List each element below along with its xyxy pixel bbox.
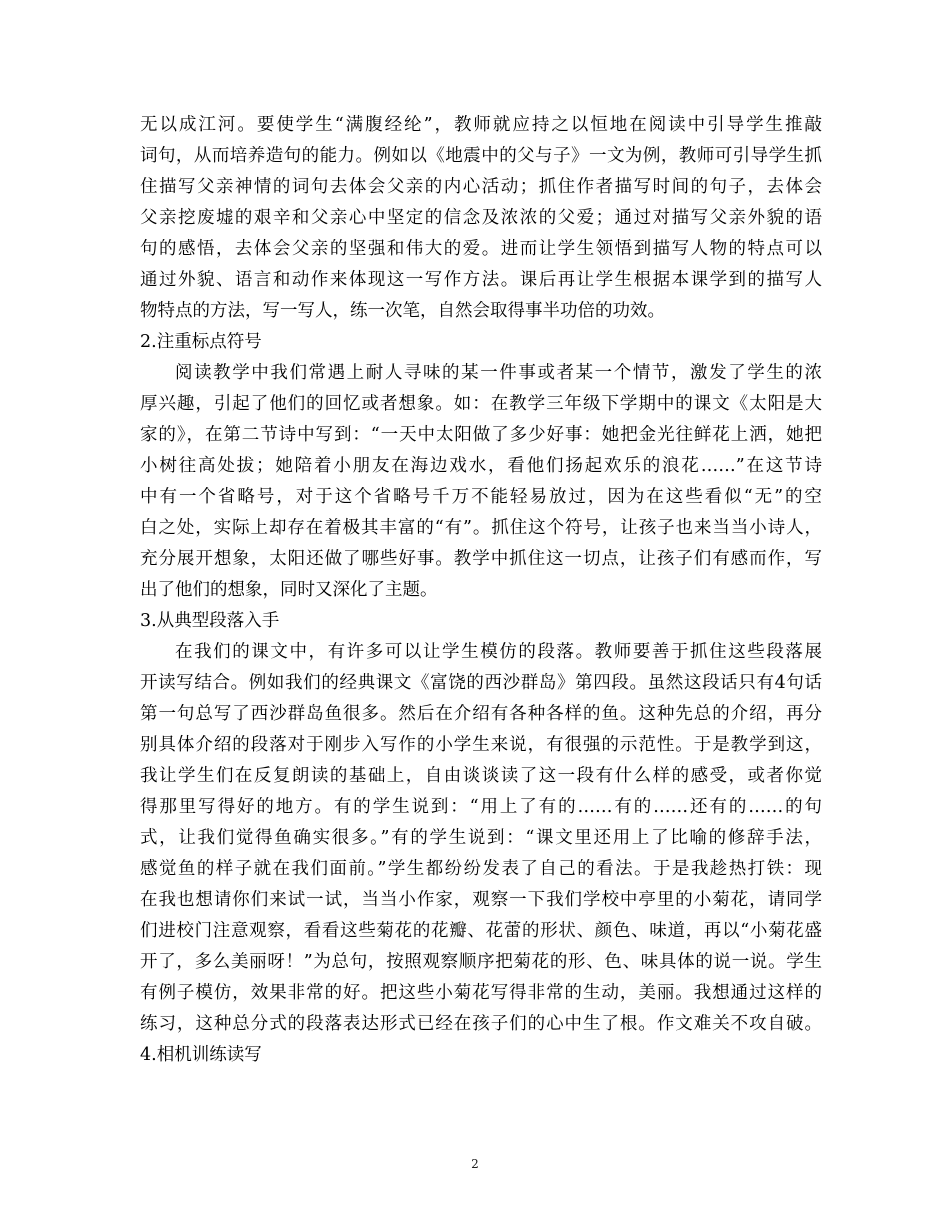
- text-line: 练习，这种总分式的段落表达形式已经在孩子们的心中生了根。作文难关不攻自破。: [140, 1014, 822, 1034]
- text-line: 住描写父亲神情的词句去体会父亲的内心活动；抓住作者描写时间的句子，去体会: [140, 177, 822, 197]
- text-line: 厚兴趣，引起了他们的回忆或者想象。如：在教学三年级下学期中的课文《太阳是大: [140, 394, 822, 414]
- text-line: 阅读教学中我们常遇上耐人寻味的某一件事或者某一个情节，激发了学生的浓: [175, 363, 822, 383]
- text-line: 小树往高处拔；她陪着小朋友在海边戏水，看他们扬起欢乐的浪花……”在这节诗: [140, 456, 822, 476]
- text-line: 白之处，实际上却存在着极其丰富的“有”。抓住这个符号，让孩子也来当当小诗人，: [140, 518, 822, 538]
- page-number: 2: [471, 1157, 479, 1171]
- text-line: 无以成江河。要使学生“满腹经纶”，教师就应持之以恒地在阅读中引导学生推敲: [140, 115, 822, 135]
- text-line: 父亲挖废墟的艰辛和父亲心中坚定的信念及浓浓的父爱；通过对描写父亲外貌的语: [140, 208, 822, 228]
- text-line: 通过外貌、语言和动作来体现这一写作方法。课后再让学生根据本课学到的描写人: [140, 270, 822, 290]
- text-line: 式，让我们觉得鱼确实很多。”有的学生说到：“课文里还用上了比喻的修辞手法，: [140, 828, 822, 848]
- section-heading: 2.注重标点符号: [140, 332, 262, 352]
- text-line: 物特点的方法，写一写人，练一次笔，自然会取得事半功倍的功效。: [140, 301, 665, 321]
- text-line: 中有一个省略号，对于这个省略号千万不能轻易放过，因为在这些看似“无”的空: [140, 487, 822, 507]
- text-line: 充分展开想象，太阳还做了哪些好事。教学中抓住这一切点，让孩子们有感而作，写: [140, 549, 822, 569]
- text-line: 句的感悟，去体会父亲的坚强和伟大的爱。进而让学生领悟到描写人物的特点可以: [140, 239, 822, 259]
- paragraph: [140, 637, 822, 1040]
- text-line: 感觉鱼的样子就在我们面前。”学生都纷纷发表了自己的看法。于是我趁热打铁：现: [140, 859, 822, 879]
- text-line: 开读写结合。例如我们的经典课文《富饶的西沙群岛》第四段。虽然这段话只有4句话: [140, 673, 822, 693]
- text-line: 第一句总写了西沙群岛鱼很多。然后在介绍有各种各样的鱼。这种先总的介绍，再分: [140, 704, 822, 724]
- text-line: 开了，多么美丽呀！”为总句，按照观察顺序把菊花的形、色、味具体的说一说。学生: [140, 952, 822, 972]
- text-line: 有例子模仿，效果非常的好。把这些小菊花写得非常的生动，美丽。我想通过这样的: [140, 983, 822, 1003]
- text-line: 们进校门注意观察，看看这些菊花的花瓣、花蕾的形状、颜色、味道，再以“小菊花盛: [140, 921, 822, 941]
- section-heading: 4.相机训练读写: [140, 1045, 262, 1065]
- document-body: [140, 110, 822, 1071]
- text-line: 得那里写得好的地方。有的学生说到：“用上了有的……有的……还有的……的句: [140, 797, 822, 817]
- text-line: 我让学生们在反复朗读的基础上，自由谈谈读了这一段有什么样的感受，或者你觉: [140, 766, 822, 786]
- paragraph: [140, 110, 822, 327]
- text-line: 别具体介绍的段落对于刚步入写作的小学生来说，有很强的示范性。于是教学到这，: [140, 735, 822, 755]
- text-line: 在我也想请你们来试一试，当当小作家，观察一下我们学校中亭里的小菊花，请同学: [140, 890, 822, 910]
- paragraph: [140, 358, 822, 606]
- text-line: 词句，从而培养造句的能力。例如以《地震中的父与子》一文为例，教师可引导学生抓: [140, 146, 822, 166]
- section-heading: 3.从典型段落入手: [140, 611, 280, 631]
- text-line: 家的》，在第二节诗中写到：“一天中太阳做了多少好事：她把金光往鲜花上洒，她把: [140, 425, 822, 445]
- text-line: 在我们的课文中，有许多可以让学生模仿的段落。教师要善于抓住这些段落展: [175, 642, 822, 662]
- text-line: 出了他们的想象，同时又深化了主题。: [140, 580, 438, 600]
